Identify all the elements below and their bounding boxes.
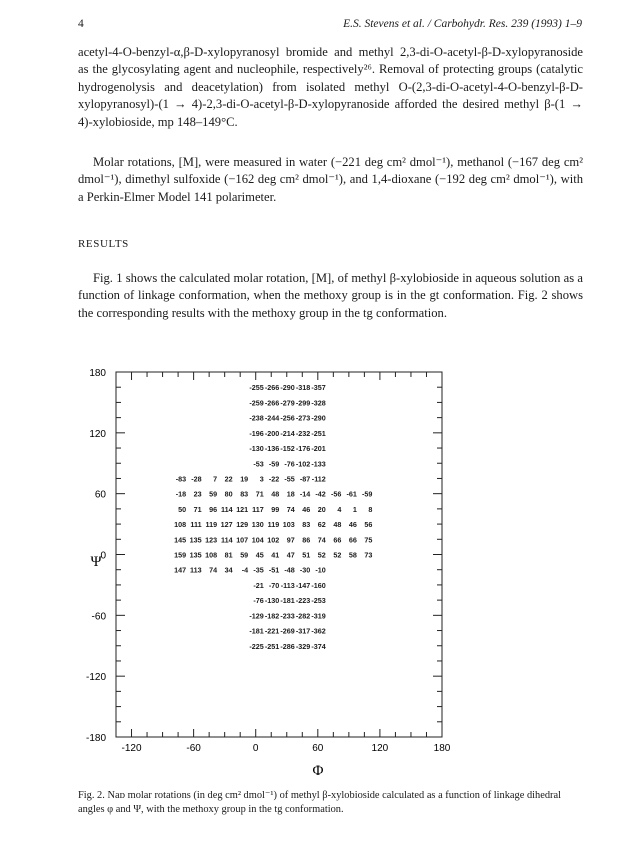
grid-value: 135 [189,535,202,545]
grid-value: -21 [253,580,264,590]
grid-value: -130 [249,444,264,454]
grid-value: 51 [302,550,311,560]
grid-value: 135 [189,550,202,560]
grid-value: -133 [311,459,326,469]
grid-value: -14 [299,489,311,499]
grid-value: 47 [286,550,295,560]
grid-value: -225 [249,641,264,651]
y-tick-label: 180 [89,368,106,379]
grid-value: 73 [364,550,373,560]
y-tick-label: 0 [100,550,106,562]
grid-value: 74 [286,504,295,514]
grid-value: 50 [178,504,187,514]
grid-value: -253 [311,596,326,606]
grid-value: -56 [330,489,342,499]
grid-value: -51 [268,565,280,575]
y-tick-label: -60 [91,611,106,623]
x-tick-label: 180 [433,743,451,754]
grid-value: 127 [220,520,233,530]
grid-value: -223 [295,596,311,606]
grid-value: -28 [191,474,202,484]
grid-value: -232 [295,428,311,438]
grid-value: -42 [315,489,326,499]
grid-value: 46 [302,504,311,514]
grid-value: 74 [209,565,218,575]
grid-value: 52 [333,550,342,560]
grid-value: 19 [240,474,249,484]
grid-value: -30 [299,565,311,575]
grid-value: 130 [251,520,264,530]
grid-value: 18 [286,489,295,499]
running-head: E.S. Stevens et al. / Carbohydr. Res. 239 (1993) 1–9 [343,18,582,30]
grid-value: -160 [311,580,326,590]
grid-value: -318 [295,383,311,393]
grid-value: -255 [249,383,264,393]
figure-axes [86,368,451,754]
grid-value: 59 [209,489,218,499]
grid-value: -10 [315,565,326,575]
grid-value: -55 [284,474,295,484]
grid-value: 147 [174,565,187,575]
y-tick-label: 60 [94,489,106,501]
grid-value: -214 [280,428,295,438]
grid-value: 22 [224,474,233,484]
grid-value: 83 [240,489,249,499]
grid-value: -113 [280,580,295,590]
grid-value: -266 [264,398,280,408]
grid-value: -22 [268,474,280,484]
grid-value: -181 [249,626,264,636]
grid-value: 62 [317,520,326,530]
grid-value: -290 [280,383,295,393]
grid-value: -362 [311,626,326,636]
grid-value: 71 [255,489,264,499]
grid-value: -35 [253,565,264,575]
molar-rotation-paragraph: Molar rotations, [M], were measured in water (−221 deg cm² dmol⁻¹), methanol (−167 deg cm² dmol⁻¹), dimethyl sulfoxide (−162 deg cm² dmol⁻¹), and 1,4-dioxane (−192 deg cm² dmol⁻¹), with a Perkin-Elmer Model 141 polarimeter. [78,155,583,204]
grid-value: 23 [193,489,202,499]
grid-value: 41 [271,550,280,560]
grid-value: -59 [268,459,280,469]
grid-value: -76 [284,459,295,469]
x-tick-label: 120 [371,743,389,754]
grid-value: -259 [249,398,264,408]
grid-value: -266 [264,383,280,393]
grid-value: -136 [264,444,280,454]
grid-value: 96 [209,504,218,514]
grid-value: 3 [259,474,264,484]
grid-value: 52 [317,550,326,560]
grid-value: 75 [364,535,373,545]
grid-value: -317 [295,626,311,636]
grid-value: 114 [221,504,233,514]
grid-value: -48 [284,565,295,575]
x-tick-label: -60 [186,743,201,754]
grid-value: -357 [311,383,326,393]
results-paragraph: Fig. 1 shows the calculated molar rotation, [M], of methyl β-xylobioside in aqueous solution as a function of linkage conformation, when the methoxy group is in the gt conformation. Fig. 2 shows the corresponding results with the methoxy group in the tg conformation. [78,271,583,320]
grid-value: 58 [348,550,357,560]
figure-caption: Fig. 2. Naᴅ molar rotations (in deg cm² dmol⁻¹) of methyl β-xylobioside calculated as a function of linkage dihedral angles φ and Ψ, with the methoxy group in the tg conformation. [78,790,561,815]
grid-value: -147 [295,580,311,590]
section-heading: RESULTS [78,238,129,250]
grid-value: 7 [213,474,218,484]
grid-value: -201 [311,444,326,454]
grid-value: 86 [302,535,311,545]
grid-value: 97 [286,535,295,545]
grid-value: -299 [295,398,311,408]
grid-value: -70 [268,580,280,590]
grid-value: 119 [205,520,218,530]
grid-value: -233 [280,611,295,621]
grid-value: 108 [174,520,187,530]
grid-value: -251 [311,428,326,438]
x-axis-label: Φ [312,763,324,779]
grid-value: 129 [236,520,249,530]
grid-value: -87 [299,474,311,484]
grid-value: 66 [348,535,357,545]
grid-value: -129 [249,611,264,621]
grid-value: 104 [251,535,264,545]
grid-value: -181 [280,596,295,606]
y-tick-label: -120 [85,672,106,684]
figure-values [174,383,372,651]
grid-value: -244 [264,413,280,423]
grid-value: 108 [205,550,218,560]
grid-value: 159 [174,550,187,560]
grid-value: -286 [280,641,295,651]
grid-value: -102 [295,459,311,469]
grid-value: -251 [264,641,280,651]
grid-value: -76 [253,596,264,606]
grid-value: 8 [368,504,373,514]
grid-value: -182 [264,611,280,621]
grid-value: -61 [346,489,357,499]
grid-value: 102 [267,535,280,545]
grid-value: 117 [252,504,264,514]
grid-value: -256 [280,413,295,423]
grid-value: 83 [302,520,311,530]
grid-value: 59 [240,550,249,560]
grid-value: 1 [352,504,357,514]
grid-value: -200 [264,428,280,438]
grid-value: -196 [249,428,264,438]
grid-value: -329 [295,641,311,651]
grid-value: 48 [333,520,342,530]
grid-value: -290 [311,413,326,423]
grid-value: 4 [337,504,342,514]
grid-value: 80 [224,489,233,499]
grid-value: 103 [282,520,295,530]
grid-value: -130 [264,596,280,606]
grid-value: 20 [317,504,326,514]
grid-value: -282 [295,611,311,621]
grid-value: 111 [190,520,202,530]
grid-value: -18 [175,489,187,499]
x-tick-label: 60 [312,743,324,754]
grid-value: 113 [190,565,202,575]
grid-value: -4 [241,565,249,575]
grid-value: -374 [311,641,326,651]
grid-value: 114 [221,535,233,545]
grid-value: -319 [311,611,326,621]
grid-value: -83 [175,474,187,484]
y-tick-label: -180 [85,733,106,744]
page-number: 4 [78,18,84,30]
grid-value: 81 [224,550,233,560]
x-tick-label: -120 [121,743,142,754]
grid-value: -59 [361,489,373,499]
grid-value: -273 [295,413,311,423]
grid-value: -279 [280,398,295,408]
grid-value: 66 [333,535,342,545]
grid-value: -152 [280,444,295,454]
grid-value: 99 [271,504,280,514]
grid-value: 121 [236,504,249,514]
grid-value: -176 [295,444,311,454]
grid-value: 123 [205,535,218,545]
grid-value: -328 [311,398,326,408]
grid-value: 46 [348,520,357,530]
y-axis-label: Ψ [90,554,102,570]
grid-value: -53 [253,459,264,469]
grid-value: 145 [174,535,187,545]
grid-value: -221 [264,626,280,636]
intro-paragraph: acetyl-4-O-benzyl-α,β-D-xylopyranosyl bromide and methyl 2,3-di-O-acetyl-β-D-xylopyranoside as the glycosylating agent and nucleophile, respectively²⁶. Removal of protecting groups (catalytic hydrogenolysis and deacetylation) from isolated methyl O-(2,3-di-O-acetyl-4-O-benzyl-β-D-xylopyranosyl)-(1 → 4)-2,3-di-O-acetyl-β-D-xylopyranoside afforded the desired methyl β-(1 → 4)-xylobioside, mp 148–149°C. [78,45,583,129]
grid-value: 119 [267,520,280,530]
grid-value: 56 [364,520,373,530]
grid-value: -112 [311,474,326,484]
x-tick-label: 0 [252,743,259,754]
grid-value: 74 [317,535,326,545]
grid-value: -269 [280,626,295,636]
grid-value: 107 [236,535,249,545]
grid-value: 48 [271,489,280,499]
grid-value: 45 [255,550,264,560]
grid-value: -238 [249,413,264,423]
grid-value: 34 [224,565,233,575]
grid-value: 71 [193,504,202,514]
y-tick-label: 120 [89,428,106,440]
